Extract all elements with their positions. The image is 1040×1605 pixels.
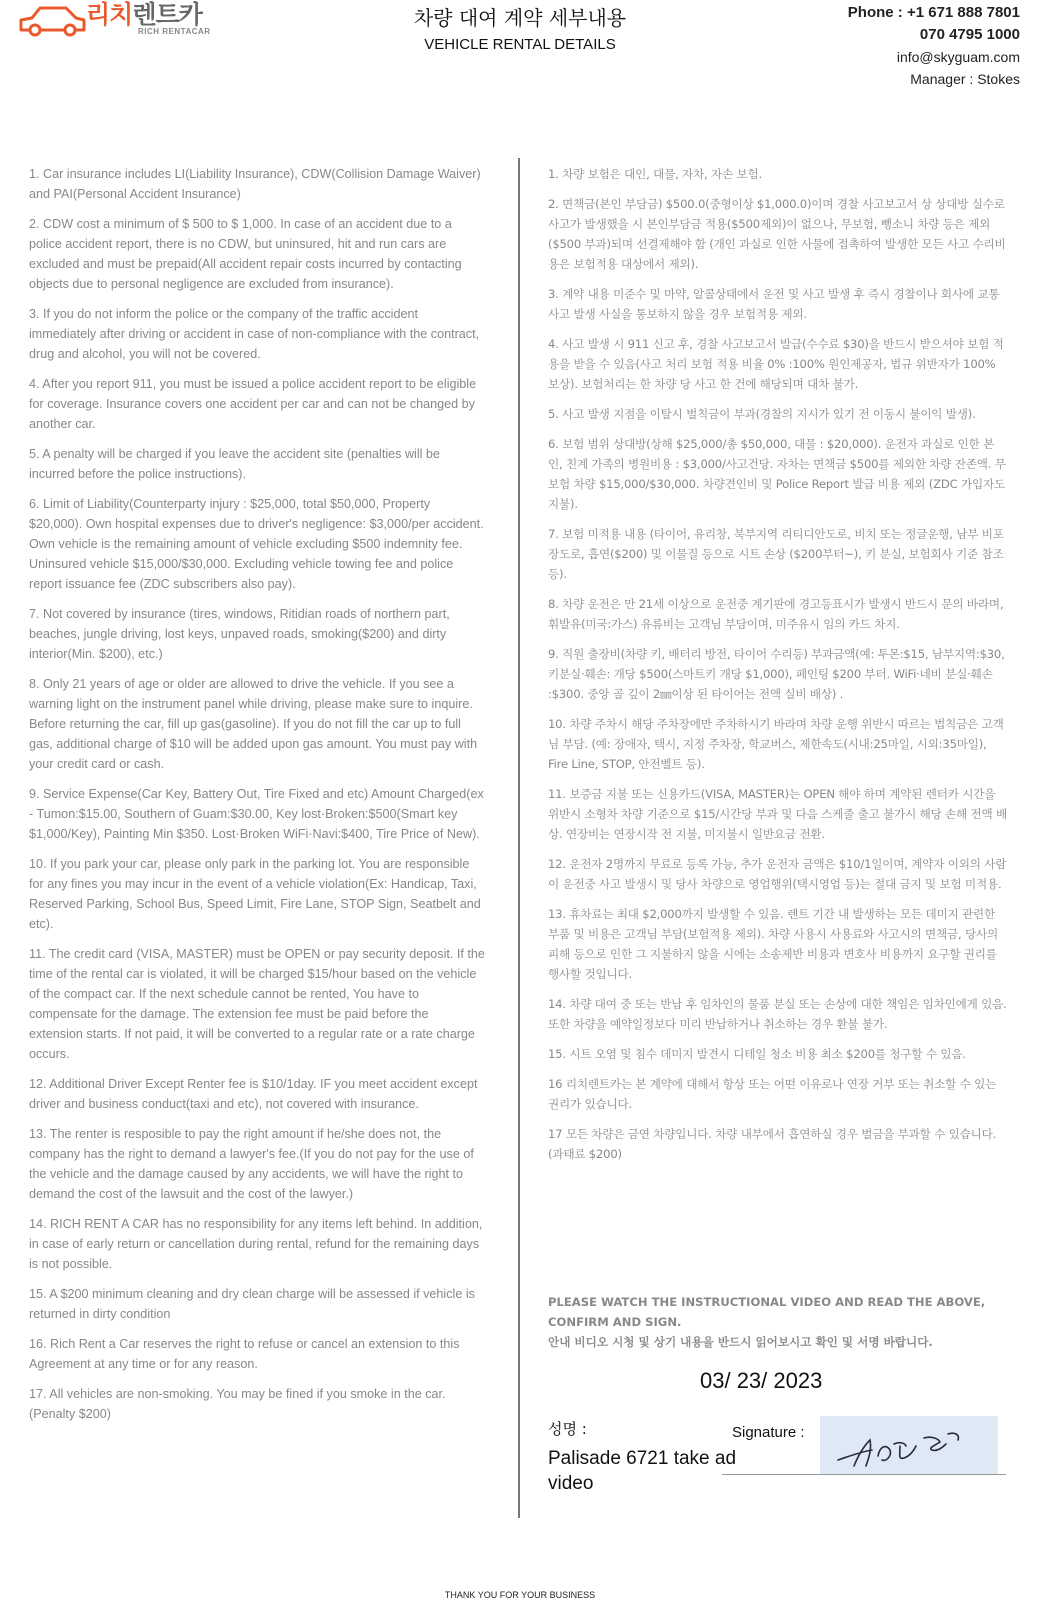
logo-subtitle: RICH RENTACAR: [138, 27, 211, 36]
terms-english-column: [29, 164, 485, 1434]
term-en-8: 8. Only 21 years of age or older are allowed to drive the vehicle. If you see a warning light on the instrument panel while driving, please make sure to inquire. Before returning the car, fill up gas(gasoline). If you do not fill the car up to full gas, additional charge of $10 will be added upon gas amount. You must pay with your credit card or cash.: [29, 677, 478, 771]
term-en-17: 17. All vehicles are non-smoking. You may be fined if you smoke in the car. (Penalty $200): [29, 1387, 446, 1421]
handwritten-signature-icon: [820, 1416, 998, 1474]
column-divider: [518, 158, 520, 1518]
document-title-korean: 차량 대여 계약 세부내용: [413, 6, 627, 30]
term-ko-2: 2. 면책금(본인 부담금) $500.0(중형이상 $1,000.0)이며 경찰 사고보고서 상 상대방 실수로 사고가 발생했을 시 본인부담금 적용($500제외)이 없으나, 무보험, 뺑소니 차량 등은 제외($500 부과)되며 선결제해야 함 (개인 과실로 인한 사물에 접촉하여 발생한 모든 사고 수리비용은 보험적용 대상에서 제외).: [548, 197, 1006, 271]
terms-korean-column: [548, 164, 1008, 1174]
logo-text-rest: 렌트카: [132, 0, 202, 29]
term-en-11: 11. The credit card (VISA, MASTER) must be OPEN or pay security deposit. If the time of the rental car is violated, it will be charged $15/hour based on the vehicle of the compact car. If the next schedule cannot be rented, You have to compensate for the damage. The extension fee must be paid before the extension starts. If not paid, it will be converted to a regular rate or a rate charge occurs.: [29, 947, 485, 1061]
contact-info: [848, 2, 1020, 90]
term-ko-5: 5. 사고 발생 지점을 이탈시 벌칙금이 부과(경찰의 지시가 있기 전 이동시 불이익 발생).: [548, 407, 976, 421]
signature-underline: [722, 1474, 1006, 1475]
signature-box[interactable]: [820, 1416, 998, 1474]
term-en-3: 3. If you do not inform the police or the company of the traffic accident immediately after driving or accident in case of non-compliance with the contract, drug and alcohol, you will not be covered.: [29, 307, 480, 361]
sign-notice-korean: 안내 비디오 시청 및 상기 내용을 반드시 읽어보시고 확인 및 서명 바랍니다.: [548, 1335, 933, 1349]
term-en-16: 16. Rich Rent a Car reserves the right to refuse or cancel an extension to this Agreement at any time or for any reason.: [29, 1337, 460, 1371]
term-ko-4: 4. 사고 발생 시 911 신고 후, 경찰 사고보고서 발급(수수료 $30)을 반드시 받으셔야 보험 적용을 받을 수 있음(사고 처리 보험 적용 비율 0% :100% 원인제공자, 법규 위반자가 100% 보상). 보험처리는 한 차량 당 사고 한 건에 해당되며 대차 불가.: [548, 337, 1004, 391]
contact-phone: Phone : +1 671 888 7801: [847, 4, 1020, 21]
term-ko-9: 9. 직원 출장비(차량 키, 배터리 방전, 타이어 수리등) 부과금액(예: 투몬:$15, 남부지역:$30, 키분실·훼손: 개당 $500(스마트키 개당 $1,000), 페인팅 $200 부터. WiFi·네비 분실·훼손 :$300. 중앙 골 깊이 2㎜이상 된 타이어는 전액 실비 배상) .: [548, 647, 1005, 701]
term-ko-7: 7. 보험 미적용 내용 (타이어, 유리창, 북부지역 리티디안도로, 비치 또는 정글운행, 남부 비포장도로, 흡연($200) 및 이물질 등으로 시트 손상 ($200부터~), 키 분실, 보험회사 기준 참조 등).: [548, 527, 1004, 581]
term-en-2: 2. CDW cost a minimum of $ 500 to $ 1,000. In case of an accident due to a police accident report, there is no CDW, but uninsured, hit and run cars are excluded and must be prepaid(All accident repair costs incurred by contacting objects due to personal negligence are excluded from insurance).: [29, 217, 462, 291]
term-ko-15: 15. 시트 오염 및 침수 데미지 발견시 디테일 청소 비용 최소 $200를 청구할 수 있음.: [548, 1047, 966, 1061]
term-ko-14: 14. 차량 대여 중 또는 반납 후 임차인의 물품 분실 또는 손상에 대한 책임은 임차인에게 있음. 또한 차량을 예약일정보다 미리 반납하거나 취소하는 경우 환불 불가.: [548, 997, 1007, 1031]
term-ko-1: 1. 차량 보험은 대인, 대물, 자차, 자손 보험.: [548, 167, 762, 181]
term-ko-10: 10. 차량 주차시 해당 주차장에만 주차하시기 바라며 차량 운행 위반시 따르는 법칙금은 고객님 부담. (예: 장애자, 택시, 지정 주차장, 학교버스, 제한속도(시내:25마일, 시외:35마일), Fire Line, STOP, 안전벨트 등).: [548, 717, 1004, 771]
term-en-10: 10. If you park your car, please only park in the parking lot. You are responsible for any fines you may incur in the event of a vehicle violation(Ex: Handicap, Taxi, Reserved Parking, School Bus, Speed Limit, Fire Lane, STOP Sign, Seatbelt and etc).: [29, 857, 481, 931]
term-ko-16: 16 리치렌트카는 본 계약에 대해서 항상 또는 어떤 이유로나 연장 거부 또는 취소할 수 있는 권리가 있습니다.: [548, 1077, 997, 1111]
term-ko-11: 11. 보증금 지불 또는 신용카드(VISA, MASTER)는 OPEN 해야 하며 계약된 렌터카 시간을 위반시 소형차 차량 기준으로 $15/시간당 부과 및 다음 스케줄 출고 불가시 해당 손해 전액 배상. 연장비는 연장시작 전 지불, 미지불시 일반요금 전환.: [548, 787, 1008, 841]
term-en-15: 15. A $200 minimum cleaning and dry clean charge will be assessed if vehicle is returned in dirty condition: [29, 1287, 475, 1321]
term-en-7: 7. Not covered by insurance (tires, windows, Ritidian roads of northern part, beaches, jungle driving, lost keys, unpaved roads, smoking($200) and dirty interior(Min. $200), etc.): [29, 607, 450, 661]
logo-text-ri: 리치: [86, 0, 133, 29]
contact-email: info@skyguam.com: [896, 49, 1020, 65]
name-field-value[interactable]: Palisade 6721 take ad video: [548, 1448, 737, 1494]
sign-notice: [548, 1292, 1018, 1352]
term-en-6: 6. Limit of Liability(Counterparty injury : $25,000, total $50,000, Property $20,000). Own hospital expenses due to driver's negligence: $3,000/per accident. Own vehicle is the remaining amount of vehicle excluding $500 indemnity fee. Uninsured vehicle $15,000/$30,000. Excluding vehicle towing fee and police report issuance fee (ZDC subscribers also pay).: [29, 497, 484, 591]
name-label: 성명 :: [548, 1420, 587, 1438]
term-en-13: 13. The renter is resposible to pay the right amount if he/she does not, the company has the right to demand a lawyer's fee.(If you do not pay for the use of the vehicle and the damage caused by any accidents, we will have the right to demand the cost of the lawsuit and the cost of the lawyer.): [29, 1127, 474, 1201]
term-en-12: 12. Additional Driver Except Renter fee is $10/1day. IF you meet accident except driver and business conduct(taxi and etc), not covered with insurance.: [29, 1077, 478, 1111]
term-ko-3: 3. 계약 내용 미준수 및 마약, 알콜상태에서 운전 및 사고 발생 후 즉시 경찰이나 회사에 교통 사고 발생 사실을 통보하지 않을 경우 보험적용 제외.: [548, 287, 1000, 321]
term-en-4: 4. After you report 911, you must be issued a police accident report to be eligible for coverage. Insurance covers one accident per car and can not be changed by another car.: [29, 377, 477, 431]
document-title-english: VEHICLE RENTAL DETAILS: [424, 36, 616, 53]
contact-manager: Manager : Stokes: [910, 71, 1020, 87]
term-ko-17: 17 모든 차량은 금연 차량입니다. 차량 내부에서 흡연하실 경우 벌금을 부과할 수 있습니다. (과태료 $200): [548, 1127, 997, 1161]
term-ko-6: 6. 보험 범위 상대방(상해 $25,000/총 $50,000, 대물 : $20,000). 운전자 과실로 인한 본인, 친계 가족의 병원비용 : $3,000/사고건당. 자차는 면책금 $500를 제외한 차량 잔존액. 무보험 차량 $15,000/$30,000. 차량견인비 및 Police Report 발급 비용 제외 (ZDC 가입자도 지불).: [548, 437, 1006, 511]
footer-thanks: THANK YOU FOR YOUR BUSINESS: [444, 1590, 596, 1600]
signing-date: 03/ 23/ 2023: [700, 1368, 823, 1393]
term-ko-13: 13. 휴차료는 최대 $2,000까지 발생할 수 있음. 렌트 기간 내 발생하는 모든 데미지 관련한 부품 및 비용은 고객님 부담(보험적용 제외). 차량 사용시 사용료와 사고시의 면책금, 당사의 피해 등으로 인한 그 지불하지 않을 시에는 소송제반 비용과 변호사 비용까지 요구할 권리를 행사할 것입니다.: [548, 907, 998, 981]
signature-label: Signature :: [732, 1424, 805, 1441]
term-en-14: 14. RICH RENT A CAR has no responsibility for any items left behind. In addition, in case of early return or cancellation during rental, refund for the remaining days is not possible.: [29, 1217, 483, 1271]
term-en-9: 9. Service Expense(Car Key, Battery Out, Tire Fixed and etc) Amount Charged(ex - Tumon:$15.00, Southern of Guam:$30.00, Key lost·Broken:$500(Smart key $1,000/Key), Painting Min $350. Lost·Broken WiFi·Navi:$400, Tire Price of New).: [29, 787, 484, 841]
term-en-1: 1. Car insurance includes LI(Liability Insurance), CDW(Collision Damage Waiver) and PAI(Personal Accident Insurance): [29, 167, 481, 201]
term-ko-8: 8. 차량 운전은 만 21세 이상으로 운전중 계기판에 경고등표시가 발생시 반드시 문의 바라며, 휘발유(미국:가스) 유류비는 고객님 부담이며, 미주유시 임의 카드 차지.: [548, 597, 1004, 631]
contact-phone-korea: 070 4795 1000: [919, 26, 1020, 43]
sign-notice-english: PLEASE WATCH THE INSTRUCTIONAL VIDEO AND READ THE ABOVE, CONFIRM AND SIGN.: [548, 1295, 986, 1329]
term-en-5: 5. A penalty will be charged if you leave the accident site (penalties will be incurred before the police instructions).: [29, 447, 440, 481]
term-ko-12: 12. 운전자 2명까지 무료로 등록 가능, 추가 운전자 금액은 $10/1일이며, 계약자 이외의 사람이 운전중 사고 발생시 및 당사 차량으로 영업행위(택시영업 등)는 절대 금지 및 보험 미적용.: [548, 857, 1007, 891]
